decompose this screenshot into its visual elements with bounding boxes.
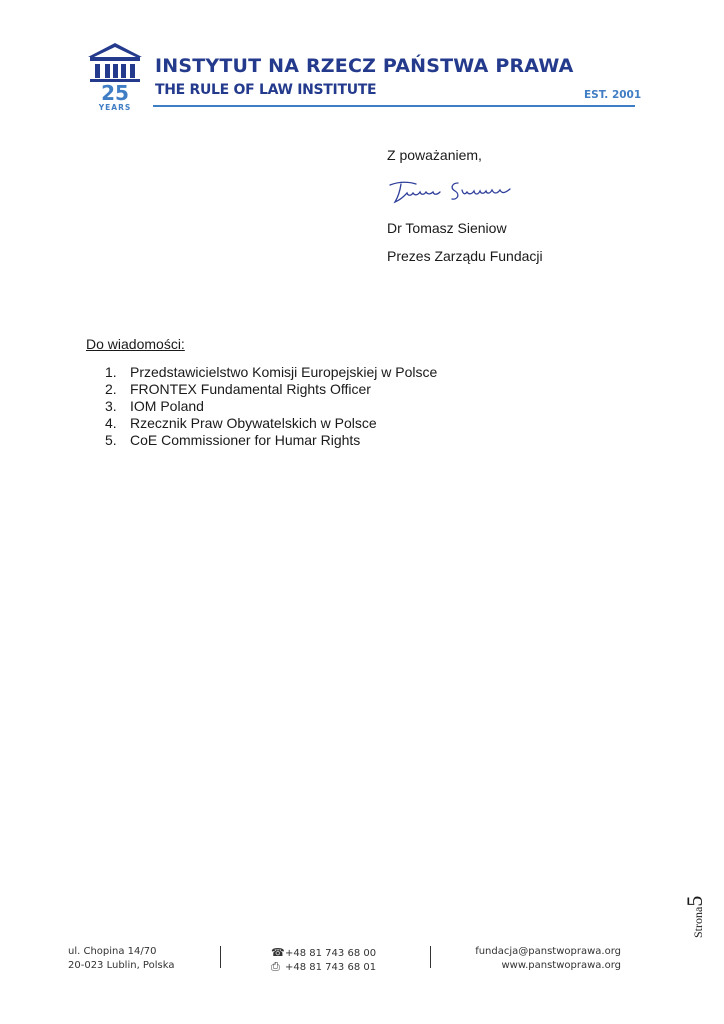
org-name-polish: INSTYTUT NA RZECZ PAŃSTWA PRAWA bbox=[155, 55, 574, 77]
list-item-number: 5. bbox=[105, 432, 117, 448]
header-divider bbox=[153, 105, 635, 107]
handwritten-signature bbox=[386, 177, 514, 207]
list-item-text: Rzecznik Praw Obywatelskich w Polsce bbox=[130, 415, 377, 431]
list-item bbox=[105, 415, 437, 432]
list-item-number: 4. bbox=[105, 415, 117, 431]
footer-divider bbox=[430, 946, 431, 968]
list-item-number: 3. bbox=[105, 398, 117, 414]
list-item bbox=[105, 364, 437, 381]
signer-name: Dr Tomasz Sieniow bbox=[387, 220, 507, 236]
fax-row bbox=[271, 960, 376, 974]
website-link[interactable]: www.panstwoprawa.org bbox=[501, 960, 621, 971]
page-number bbox=[682, 878, 707, 938]
fax-number: +48 81 743 68 01 bbox=[285, 962, 377, 973]
list-item-number: 2. bbox=[105, 381, 117, 397]
address-line-1: ul. Chopina 14/70 bbox=[68, 946, 157, 957]
list-item-text: FRONTEX Fundamental Rights Officer bbox=[130, 381, 371, 397]
phone-number: +48 81 743 68 00 bbox=[285, 948, 377, 959]
email-link[interactable]: fundacja@panstwoprawa.org bbox=[475, 946, 621, 957]
phone-icon: ☎ bbox=[271, 946, 285, 959]
list-item-number: 1. bbox=[105, 364, 117, 380]
signer-role: Prezes Zarządu Fundacji bbox=[387, 248, 543, 264]
list-item bbox=[105, 381, 437, 398]
logo-years-number: 25 bbox=[101, 81, 129, 105]
footer-divider bbox=[220, 946, 221, 968]
page-number-value: 5 bbox=[682, 895, 707, 907]
org-name-english: THE RULE OF LAW INSTITUTE bbox=[155, 82, 377, 98]
institute-logo bbox=[86, 40, 144, 112]
address-line-2: 20-023 Lublin, Polska bbox=[68, 960, 175, 971]
established-label: EST. 2001 bbox=[584, 89, 642, 101]
fax-icon: ⎙ bbox=[271, 960, 280, 973]
list-item-text: CoE Commissioner for Humar Rights bbox=[130, 432, 361, 448]
list-item bbox=[105, 398, 437, 415]
list-item-text: IOM Poland bbox=[130, 398, 204, 414]
cc-list bbox=[105, 364, 437, 449]
cc-heading: Do wiadomości: bbox=[86, 336, 185, 352]
list-item bbox=[105, 432, 437, 449]
salutation: Z poważaniem, bbox=[387, 147, 482, 163]
phone-row bbox=[271, 946, 376, 959]
logo-years-word: YEARS bbox=[98, 103, 132, 112]
list-item-text: Przedstawicielstwo Komisji Europejskiej w Polsce bbox=[130, 364, 438, 380]
page-label: Strona bbox=[691, 906, 705, 938]
